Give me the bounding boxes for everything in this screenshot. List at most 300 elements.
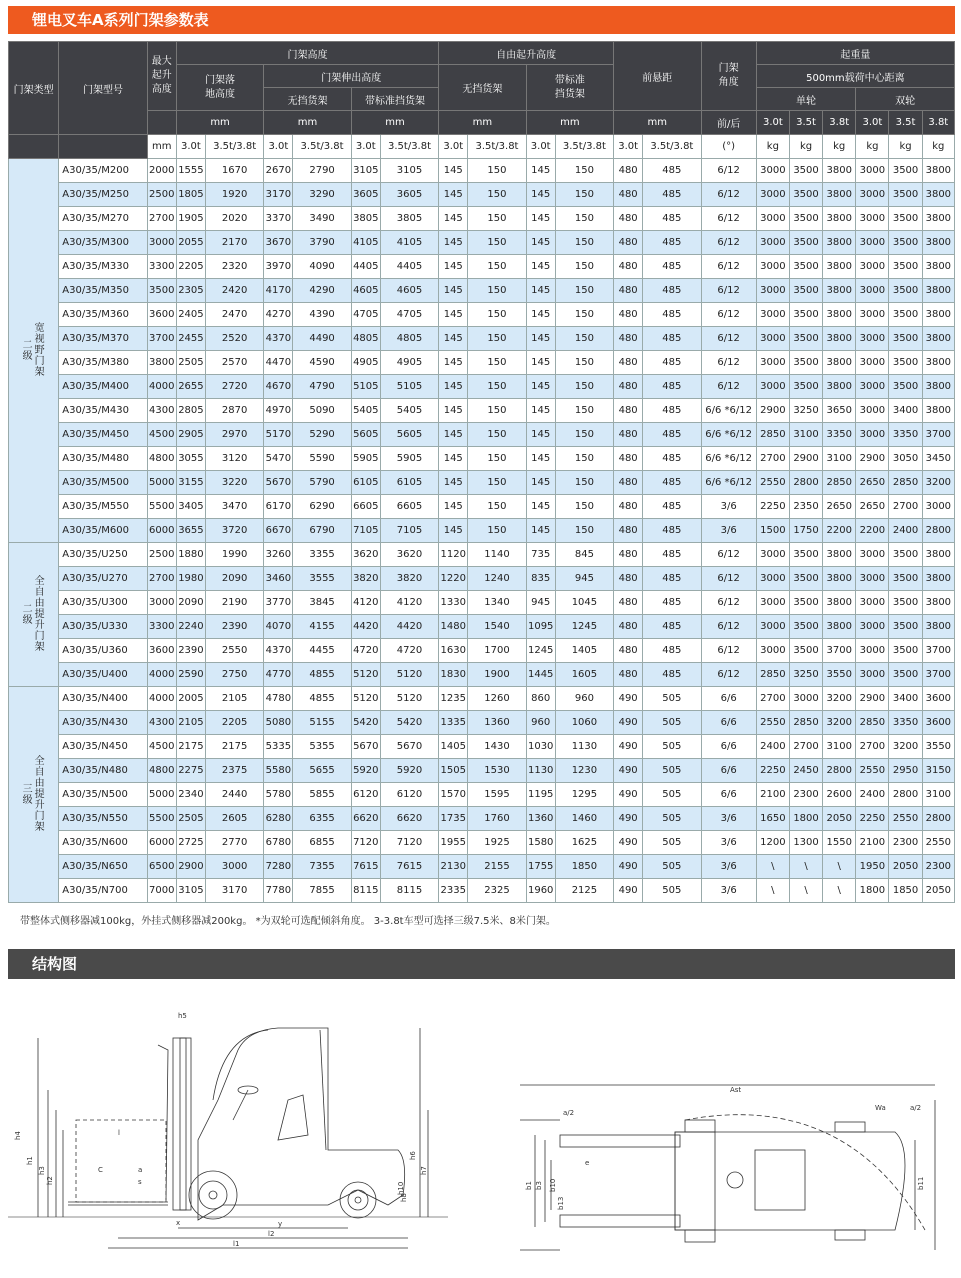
table-row (9, 423, 955, 447)
group-name: 全 自 由 提 升 门 架 (34, 576, 45, 653)
value-cell: 5090 (293, 399, 351, 423)
mast-model-cell: A30/35/M360 (59, 303, 147, 327)
value-cell: 6355 (293, 807, 351, 831)
value-cell: 5470 (264, 447, 293, 471)
value-cell: 3800 (823, 375, 856, 399)
value-cell: 3700 (922, 423, 954, 447)
value-cell: 6/6 (701, 783, 756, 807)
value-cell: 2390 (205, 615, 263, 639)
value-cell: 2905 (176, 423, 205, 447)
hdr-free-std-backrest (526, 65, 613, 111)
hdr-single: 单轮 (756, 88, 856, 111)
value-cell: 3/6 (701, 855, 756, 879)
table-row (9, 351, 955, 375)
hdr-t30: 3.0t (614, 135, 643, 159)
value-cell: 2175 (205, 735, 263, 759)
value-cell: 2200 (823, 519, 856, 543)
value-cell: 6/12 (701, 159, 756, 183)
hdr-lowered-text: 门架落 地高度 (205, 74, 236, 100)
value-cell: 150 (468, 303, 526, 327)
value-cell: 4370 (264, 639, 293, 663)
value-cell: 3000 (756, 591, 789, 615)
value-cell: 3500 (889, 255, 922, 279)
hdr-t35: 3.5t (789, 111, 822, 135)
value-cell: 1630 (439, 639, 468, 663)
dim-label: h3 (38, 1166, 46, 1175)
dim-label: a/2 (910, 1104, 922, 1112)
value-cell: 2650 (856, 471, 889, 495)
value-cell: 2470 (205, 303, 263, 327)
value-cell: 150 (468, 351, 526, 375)
value-cell: 145 (526, 159, 555, 183)
value-cell: 485 (643, 567, 701, 591)
value-cell: 3500 (789, 351, 822, 375)
value-cell: 145 (439, 375, 468, 399)
value-cell: 3500 (889, 303, 922, 327)
table-row (9, 303, 955, 327)
value-cell: 5120 (351, 663, 380, 687)
value-cell: 845 (555, 543, 613, 567)
group-name: 宽 视 野 门 架 (34, 323, 45, 378)
value-cell: 2800 (789, 471, 822, 495)
value-cell: 1505 (439, 759, 468, 783)
value-cell: 485 (643, 207, 701, 231)
value-cell: 2250 (756, 495, 789, 519)
value-cell: 2800 (823, 759, 856, 783)
value-cell: 2340 (176, 783, 205, 807)
value-cell: 4105 (380, 231, 438, 255)
value-cell: 6280 (264, 807, 293, 831)
value-cell: 5905 (380, 447, 438, 471)
value-cell: 3000 (922, 495, 954, 519)
value-cell: 4605 (380, 279, 438, 303)
value-cell: \ (789, 879, 822, 903)
value-cell: 480 (614, 423, 643, 447)
value-cell: 5605 (380, 423, 438, 447)
mast-model-cell: A30/35/M450 (59, 423, 147, 447)
value-cell: 1030 (526, 735, 555, 759)
value-cell: 480 (614, 399, 643, 423)
value-cell: 3500 (789, 207, 822, 231)
value-cell: 3800 (823, 303, 856, 327)
hdr-unit-mm: mm (614, 111, 701, 135)
value-cell: 2900 (856, 447, 889, 471)
value-cell: 4805 (351, 327, 380, 351)
value-cell: 2770 (205, 831, 263, 855)
hdr-unit-mm: mm (439, 111, 526, 135)
value-cell: 6/12 (701, 663, 756, 687)
value-cell: 5790 (293, 471, 351, 495)
value-cell: 6/6 (701, 735, 756, 759)
value-cell: 4000 (147, 663, 176, 687)
value-cell: 485 (643, 231, 701, 255)
dim-label: x (176, 1219, 181, 1227)
value-cell: 3800 (823, 327, 856, 351)
value-cell: 1430 (468, 735, 526, 759)
hdr-t35: 3.5t (889, 111, 922, 135)
hdr-t3538: 3.5t/3.8t (205, 135, 263, 159)
table-row (9, 543, 955, 567)
value-cell: 2700 (756, 687, 789, 711)
value-cell: 3800 (823, 615, 856, 639)
value-cell: 3500 (889, 663, 922, 687)
value-cell: 2700 (889, 495, 922, 519)
value-cell: 3000 (756, 351, 789, 375)
value-cell: 7855 (293, 879, 351, 903)
value-cell: 145 (439, 183, 468, 207)
value-cell: 3700 (823, 639, 856, 663)
value-cell: 6/6 (701, 687, 756, 711)
hdr-t3538: 3.5t/3.8t (555, 135, 613, 159)
value-cell: 4790 (293, 375, 351, 399)
value-cell: 1130 (555, 735, 613, 759)
value-cell: 3500 (889, 327, 922, 351)
value-cell: 3000 (856, 303, 889, 327)
value-cell: 485 (643, 327, 701, 351)
value-cell: 3100 (789, 423, 822, 447)
dim-label: l (118, 1129, 120, 1137)
value-cell: 145 (526, 495, 555, 519)
hdr-max-lift-text: 最大 起升 高度 (151, 56, 172, 95)
value-cell: 5000 (147, 783, 176, 807)
value-cell: 1295 (555, 783, 613, 807)
value-cell: 3000 (756, 615, 789, 639)
value-cell: 3450 (922, 447, 954, 471)
dim-label: h10 (397, 1181, 405, 1195)
value-cell: 145 (439, 231, 468, 255)
value-cell: 3800 (922, 255, 954, 279)
value-cell: 6105 (351, 471, 380, 495)
value-cell: 1880 (176, 543, 205, 567)
value-cell: 150 (468, 375, 526, 399)
value-cell: 3500 (889, 567, 922, 591)
dim-label: s (138, 1178, 142, 1186)
hdr-t30: 3.0t (756, 111, 789, 135)
value-cell: 2455 (176, 327, 205, 351)
value-cell: 3790 (293, 231, 351, 255)
mast-model-cell: A30/35/N650 (59, 855, 147, 879)
hdr-front-overhang: 前悬距 (614, 42, 701, 111)
table-row (9, 159, 955, 183)
hdr-free-std-text: 带标准 挡货架 (554, 74, 585, 100)
hdr-deg: (°) (701, 135, 756, 159)
value-cell: 4590 (293, 351, 351, 375)
value-cell: 1240 (468, 567, 526, 591)
value-cell: 2275 (176, 759, 205, 783)
value-cell: 4370 (264, 327, 293, 351)
value-cell: 3150 (922, 759, 954, 783)
value-cell: 2900 (756, 399, 789, 423)
value-cell: 485 (643, 183, 701, 207)
value-cell: 5170 (264, 423, 293, 447)
table-row (9, 447, 955, 471)
banner-title: 锂电叉车A系列门架参数表 (32, 11, 209, 29)
value-cell: 3170 (205, 879, 263, 903)
value-cell: 485 (643, 543, 701, 567)
value-cell: 3350 (889, 423, 922, 447)
value-cell: 1555 (176, 159, 205, 183)
value-cell: 480 (614, 255, 643, 279)
value-cell: 6/6 (701, 759, 756, 783)
value-cell: 505 (643, 879, 701, 903)
value-cell: 3800 (922, 615, 954, 639)
value-cell: 1230 (555, 759, 613, 783)
value-cell: 2570 (205, 351, 263, 375)
value-cell: 1950 (856, 855, 889, 879)
value-cell: 2400 (889, 519, 922, 543)
value-cell: 2550 (205, 639, 263, 663)
value-cell: 3000 (756, 279, 789, 303)
hdr-max-lift (147, 42, 176, 111)
value-cell: 2155 (468, 855, 526, 879)
value-cell: 485 (643, 375, 701, 399)
value-cell: 4705 (351, 303, 380, 327)
value-cell: 3500 (789, 375, 822, 399)
table-row (9, 495, 955, 519)
mast-model-cell: A30/35/M350 (59, 279, 147, 303)
hdr-t30: 3.0t (856, 111, 889, 135)
value-cell: 1220 (439, 567, 468, 591)
dim-label: a (138, 1166, 143, 1174)
value-cell: 4420 (351, 615, 380, 639)
value-cell: 1920 (205, 183, 263, 207)
value-cell: 3/6 (701, 831, 756, 855)
hdr-kg: kg (823, 135, 856, 159)
value-cell: 4270 (264, 303, 293, 327)
value-cell: 2505 (176, 807, 205, 831)
value-cell: 3000 (756, 183, 789, 207)
value-cell: 3500 (889, 279, 922, 303)
value-cell: 2090 (205, 567, 263, 591)
value-cell: 7780 (264, 879, 293, 903)
value-cell: 5405 (351, 399, 380, 423)
value-cell: 7615 (351, 855, 380, 879)
value-cell: 3000 (856, 231, 889, 255)
value-cell: 1360 (526, 807, 555, 831)
section-title: 结构图 (32, 955, 78, 973)
value-cell: 5655 (293, 759, 351, 783)
dim-label: l1 (233, 1240, 240, 1248)
value-cell: 3000 (856, 543, 889, 567)
value-cell: 1330 (439, 591, 468, 615)
value-cell: 2335 (439, 879, 468, 903)
value-cell: 2300 (789, 783, 822, 807)
value-cell: 3820 (351, 567, 380, 591)
table-row (9, 279, 955, 303)
value-cell: 1905 (176, 207, 205, 231)
mast-model-cell: A30/35/M250 (59, 183, 147, 207)
value-cell: 3000 (856, 663, 889, 687)
value-cell: 3100 (823, 735, 856, 759)
value-cell: 2590 (176, 663, 205, 687)
value-cell: 3155 (176, 471, 205, 495)
value-cell: 4300 (147, 399, 176, 423)
value-cell: 2870 (205, 399, 263, 423)
value-cell: 3250 (789, 663, 822, 687)
value-cell: 3290 (293, 183, 351, 207)
table-row (9, 687, 955, 711)
hdr-t30: 3.0t (439, 135, 468, 159)
value-cell: 6605 (351, 495, 380, 519)
mast-model-cell: A30/35/N600 (59, 831, 147, 855)
value-cell: 5155 (293, 711, 351, 735)
value-cell: 3800 (823, 279, 856, 303)
value-cell: 150 (468, 423, 526, 447)
value-cell: 505 (643, 735, 701, 759)
value-cell: 150 (468, 207, 526, 231)
value-cell: 2700 (147, 567, 176, 591)
value-cell: 3000 (756, 327, 789, 351)
value-cell: 4500 (147, 423, 176, 447)
mast-group-label (9, 543, 59, 687)
value-cell: 3490 (293, 207, 351, 231)
value-cell: 3000 (756, 207, 789, 231)
hdr-dual: 双轮 (856, 88, 955, 111)
value-cell: 2375 (205, 759, 263, 783)
value-cell: 3000 (856, 591, 889, 615)
value-cell: 1735 (439, 807, 468, 831)
value-cell: 150 (555, 183, 613, 207)
value-cell: 4070 (264, 615, 293, 639)
value-cell: 4780 (264, 687, 293, 711)
value-cell: 6/12 (701, 615, 756, 639)
value-cell: 145 (439, 255, 468, 279)
hdr-lowered (176, 65, 263, 111)
value-cell: 3100 (922, 783, 954, 807)
value-cell: 150 (555, 495, 613, 519)
value-cell: 480 (614, 543, 643, 567)
value-cell: 2850 (756, 663, 789, 687)
value-cell: 2800 (922, 807, 954, 831)
value-cell: 2100 (756, 783, 789, 807)
value-cell: 3800 (922, 231, 954, 255)
value-cell: 3800 (823, 591, 856, 615)
value-cell: 4105 (351, 231, 380, 255)
value-cell: 3800 (922, 543, 954, 567)
value-cell: 145 (526, 447, 555, 471)
mast-model-cell: A30/35/M480 (59, 447, 147, 471)
value-cell: 3970 (264, 255, 293, 279)
dim-label: h4 (14, 1131, 22, 1140)
value-cell: 3100 (823, 447, 856, 471)
value-cell: 4770 (264, 663, 293, 687)
value-cell: 145 (526, 231, 555, 255)
value-cell: 480 (614, 615, 643, 639)
value-cell: 2605 (205, 807, 263, 831)
value-cell: 4405 (351, 255, 380, 279)
mast-model-cell: A30/35/M550 (59, 495, 147, 519)
value-cell: 480 (614, 375, 643, 399)
value-cell: 2720 (205, 375, 263, 399)
value-cell: 485 (643, 159, 701, 183)
value-cell: 490 (614, 687, 643, 711)
dim-label: l2 (268, 1230, 275, 1238)
mast-model-cell: A30/35/M500 (59, 471, 147, 495)
value-cell: 480 (614, 471, 643, 495)
value-cell: 2105 (176, 711, 205, 735)
value-cell: 1980 (176, 567, 205, 591)
value-cell: 6/12 (701, 351, 756, 375)
value-cell: 3000 (756, 159, 789, 183)
value-cell: 960 (526, 711, 555, 735)
value-cell: 150 (468, 471, 526, 495)
value-cell: \ (756, 879, 789, 903)
value-cell: 145 (526, 183, 555, 207)
value-cell: 485 (643, 447, 701, 471)
value-cell: 3300 (147, 615, 176, 639)
value-cell: 3605 (380, 183, 438, 207)
value-cell: 480 (614, 447, 643, 471)
table-row (9, 879, 955, 903)
value-cell: 480 (614, 207, 643, 231)
value-cell: 6605 (380, 495, 438, 519)
value-cell: 490 (614, 807, 643, 831)
value-cell: 1700 (468, 639, 526, 663)
value-cell: 3650 (823, 399, 856, 423)
value-cell: 150 (555, 207, 613, 231)
mast-model-cell: A30/35/N430 (59, 711, 147, 735)
value-cell: 4290 (293, 279, 351, 303)
value-cell: 4000 (147, 375, 176, 399)
value-cell: 150 (555, 327, 613, 351)
value-cell: 2050 (823, 807, 856, 831)
value-cell: 3000 (756, 303, 789, 327)
value-cell: 505 (643, 711, 701, 735)
value-cell: 485 (643, 471, 701, 495)
value-cell: 3600 (922, 687, 954, 711)
footnote: 带整体式侧移器减100kg，外挂式侧移器减200kg。 *为双轮可选配倾斜角度。 3-3.8t车型可选择三级7.5米、8米门架。 (20, 916, 556, 927)
value-cell: 5920 (351, 759, 380, 783)
spec-table-banner (8, 6, 955, 34)
dim-label: b10 (549, 1178, 557, 1192)
value-cell: 3405 (176, 495, 205, 519)
value-cell: 1650 (756, 807, 789, 831)
value-cell: 150 (555, 255, 613, 279)
value-cell: 4000 (147, 687, 176, 711)
value-cell: 2850 (856, 711, 889, 735)
value-cell: 5405 (380, 399, 438, 423)
value-cell: 3800 (823, 351, 856, 375)
value-cell: 1990 (205, 543, 263, 567)
value-cell: 1530 (468, 759, 526, 783)
hdr-std-backrest: 带标准挡货架 (351, 88, 438, 111)
value-cell: 150 (555, 447, 613, 471)
value-cell: 3670 (264, 231, 293, 255)
value-cell: 150 (468, 279, 526, 303)
value-cell: 4855 (293, 687, 351, 711)
value-cell: 2300 (922, 855, 954, 879)
value-cell: 1045 (555, 591, 613, 615)
value-cell: 4490 (293, 327, 351, 351)
structure-banner (8, 949, 955, 979)
value-cell: 150 (468, 327, 526, 351)
value-cell: 2900 (856, 687, 889, 711)
value-cell: 3555 (293, 567, 351, 591)
value-cell: 4605 (351, 279, 380, 303)
value-cell: 3000 (856, 567, 889, 591)
hdr-kg: kg (756, 135, 789, 159)
dim-label: b13 (557, 1196, 565, 1210)
dim-label: y (278, 1220, 283, 1228)
value-cell: 3000 (756, 255, 789, 279)
mast-model-cell: A30/35/M330 (59, 255, 147, 279)
table-row (9, 759, 955, 783)
value-cell: 1200 (756, 831, 789, 855)
hdr-t3538: 3.5t/3.8t (293, 135, 351, 159)
hdr-t38: 3.8t (823, 111, 856, 135)
hdr-kg: kg (889, 135, 922, 159)
hdr-t3538: 3.5t/3.8t (380, 135, 438, 159)
